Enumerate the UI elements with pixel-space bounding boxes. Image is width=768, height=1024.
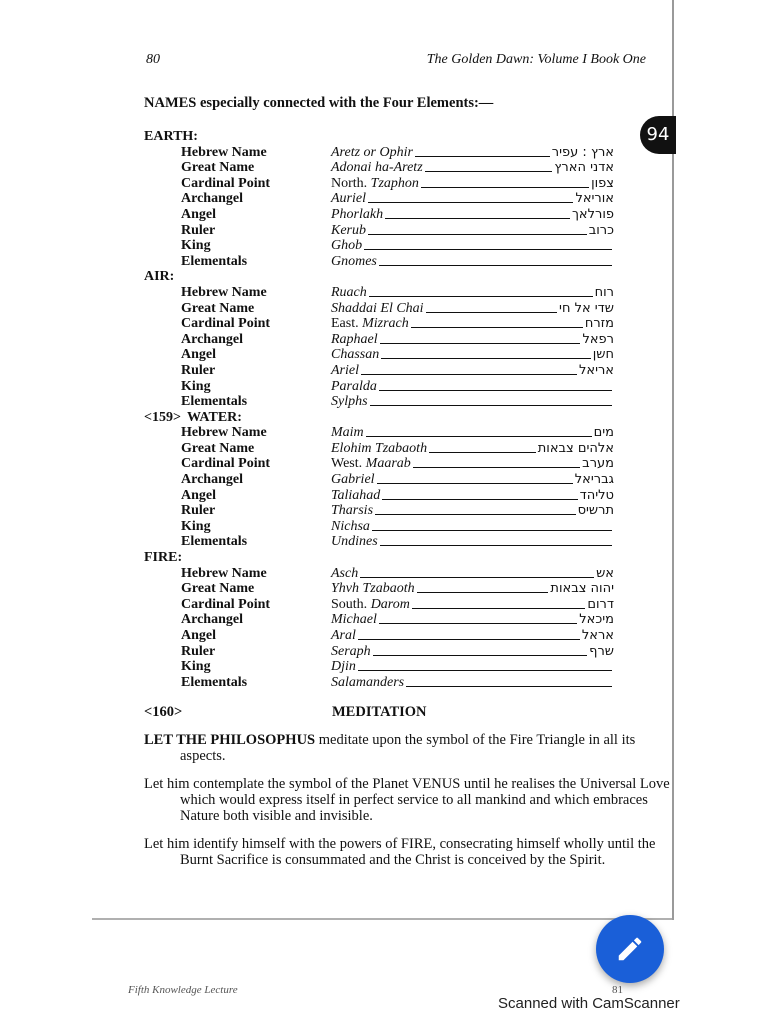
elements-table (144, 129, 614, 690)
value-text: Elohim Tzabaoth (331, 440, 428, 456)
row-value (331, 659, 356, 675)
section-title: FIRE: (144, 550, 183, 566)
hebrew-text: אש (596, 565, 614, 581)
hebrew-text: טליהד (579, 487, 614, 503)
value-text: Sylphs (331, 394, 368, 410)
leader-line (425, 160, 553, 172)
element-row (144, 581, 614, 597)
row-label: King (181, 378, 211, 394)
leader-line (417, 581, 549, 593)
hebrew-text: יהוה צבאות (550, 581, 614, 597)
leader-line (379, 379, 612, 391)
next-page-footer-number: 81 (612, 984, 623, 996)
row-label: Cardinal Point (181, 596, 271, 612)
hebrew-text: מערב (582, 456, 614, 472)
row-label: Great Name (181, 440, 255, 456)
element-row (144, 425, 614, 441)
value-text: Seraph (331, 643, 371, 659)
element-row (144, 145, 614, 161)
value-text: Undines (331, 534, 378, 550)
element-row (144, 238, 614, 254)
leader-line (412, 597, 586, 609)
value-text: Gabriel (331, 472, 375, 488)
leader-line (358, 659, 612, 671)
row-label: Great Name (181, 300, 255, 316)
value-text: Paralda (331, 378, 377, 394)
section-title: EARTH: (144, 129, 198, 144)
element-row (144, 519, 614, 535)
hebrew-text: כרוב (588, 222, 614, 238)
row-value (331, 207, 383, 223)
row-value (331, 441, 427, 457)
philosophus-label: LET THE PHILOSOPHUS (144, 732, 316, 748)
hebrew-text: דרום (587, 596, 614, 612)
row-value (331, 363, 359, 379)
row-value (331, 581, 415, 597)
row-label: Great Name (181, 581, 255, 597)
value-text: Mizrach (362, 316, 409, 332)
row-value (331, 191, 366, 207)
row-label: Cardinal Point (181, 456, 271, 472)
leader-line (366, 425, 592, 437)
row-value (331, 534, 378, 550)
row-label: Elementals (181, 253, 248, 269)
hebrew-text: אריאל (578, 362, 614, 378)
row-label: King (181, 238, 211, 254)
meditation-paragraph-2: Let him contemplate the symbol of the Planet VENUS until he realises the Universal Love which would express itself in perfect service to all mankind and which embraces Nature both visible and invisible. (144, 776, 670, 824)
row-value (331, 503, 373, 519)
book-title: The Golden Dawn: Volume I Book One (426, 52, 646, 67)
running-header (146, 52, 646, 70)
leader-line (372, 519, 612, 531)
leader-line (368, 223, 587, 235)
hebrew-text: חשן (592, 347, 614, 363)
leader-line (421, 176, 589, 188)
element-row (144, 160, 614, 176)
row-value (331, 238, 362, 254)
section-heading (144, 410, 614, 426)
row-value (331, 488, 380, 504)
value-text: Djin (331, 659, 356, 675)
element-row (144, 503, 614, 519)
hebrew-text: מים (593, 425, 614, 441)
leader-line (406, 675, 612, 687)
row-label: Great Name (181, 160, 255, 176)
row-value (331, 597, 410, 613)
row-label: Elementals (181, 674, 248, 690)
value-text: Yhvh Tzabaoth (331, 581, 415, 597)
leader-line (413, 456, 580, 468)
row-value (331, 566, 358, 582)
value-text: Phorlakh (331, 206, 384, 222)
element-row (144, 316, 614, 332)
leader-line (380, 534, 612, 546)
value-text: Kerub (331, 222, 366, 238)
meditation-heading-row (144, 704, 644, 722)
element-row (144, 612, 614, 628)
page-count-badge[interactable]: 94 (640, 116, 676, 154)
value-text: Darom (370, 596, 410, 612)
leader-line (415, 145, 550, 157)
page-number: 80 (146, 52, 160, 67)
leader-line (358, 628, 580, 640)
element-row (144, 441, 614, 457)
intro-heading: NAMES especially connected with the Four Elements:— (144, 95, 494, 111)
row-value (331, 628, 356, 644)
element-row (144, 597, 614, 613)
section-page-ref: <159> (144, 409, 181, 425)
leader-line (360, 566, 594, 578)
leader-line (377, 472, 573, 484)
value-text: Ghob (331, 238, 363, 254)
hebrew-text: אדני הארץ (554, 160, 614, 176)
row-label: Hebrew Name (181, 425, 267, 441)
hebrew-text: תרשיס (577, 503, 614, 519)
row-label: Archangel (181, 331, 243, 347)
row-label: Ruler (181, 503, 216, 519)
hebrew-text: רוח (594, 284, 614, 300)
row-label: Cardinal Point (181, 316, 271, 332)
hebrew-text: צפון (591, 175, 614, 191)
value-text: Gnomes (331, 253, 377, 269)
row-label: Angel (181, 628, 216, 643)
camscanner-watermark: Scanned with CamScanner (498, 995, 680, 1012)
row-value (331, 176, 419, 192)
row-label: Elementals (181, 534, 248, 550)
row-value (331, 472, 375, 488)
hebrew-text: פורלאך (571, 206, 614, 222)
element-row (144, 223, 614, 239)
meditation-title: MEDITATION (332, 704, 427, 720)
hebrew-text: אלהים צבאות (537, 440, 614, 456)
section-heading (144, 550, 614, 566)
meditation-paragraph-1 (144, 732, 682, 764)
value-text: Tzaphon (370, 175, 419, 191)
meditation-paragraph-3: Let him identify himself with the powers of FIRE, consecrating himself wholly until the Burnt Sacrifice is consummated and the Christ is conceived by the Spirit. (144, 836, 656, 868)
section-title: WATER: (186, 409, 242, 425)
row-label: King (181, 659, 211, 675)
value-text: Adonai ha-Aretz (331, 160, 423, 176)
next-page-footer-text: Fifth Knowledge Lecture (128, 984, 238, 996)
row-value (331, 675, 404, 691)
value-text: Raphael (331, 331, 378, 347)
pencil-icon (615, 934, 645, 964)
section-title: AIR: (144, 269, 175, 285)
hebrew-text: ארץ : עפיר (551, 144, 614, 160)
hebrew-text: שרף (589, 643, 614, 659)
value-text: Chassan (331, 347, 380, 363)
value-text: Tharsis (331, 503, 374, 519)
paragraph-1-text: meditate upon the symbol of the Fire Triangle in all its aspects. (180, 732, 636, 764)
direction-prefix: North. (331, 175, 371, 191)
hebrew-text: מיכאל (579, 612, 614, 628)
edit-button[interactable] (596, 915, 664, 983)
value-text: Aretz or Ophir (331, 144, 413, 160)
row-value (331, 425, 364, 441)
row-value (331, 223, 366, 239)
element-row (144, 347, 614, 363)
leader-line (426, 301, 557, 313)
direction-prefix: East. (331, 316, 363, 332)
row-value (331, 254, 377, 270)
leader-line (368, 191, 573, 203)
leader-line (379, 254, 612, 266)
hebrew-text: גבריאל (574, 472, 614, 488)
value-text: Shaddai El Chai (331, 300, 424, 316)
row-label: Hebrew Name (181, 284, 267, 300)
row-label: King (181, 518, 211, 534)
element-row (144, 363, 614, 379)
row-label: Cardinal Point (181, 175, 271, 191)
value-text: Michael (331, 612, 377, 628)
row-value (331, 285, 367, 301)
row-value (331, 456, 411, 472)
leader-line (373, 644, 587, 656)
row-label: Ruler (181, 362, 216, 378)
element-row (144, 534, 614, 550)
row-value (331, 612, 377, 628)
section-heading (144, 129, 614, 145)
row-value (331, 316, 409, 332)
row-value (331, 379, 377, 395)
row-value (331, 394, 368, 410)
leader-line (382, 488, 577, 500)
leader-line (411, 316, 583, 328)
value-text: Nichsa (331, 518, 370, 534)
meditation-ref: <160> (144, 704, 183, 720)
row-label: Angel (181, 347, 216, 363)
element-row (144, 472, 614, 488)
value-text: Salamanders (331, 674, 405, 690)
value-text: Auriel (331, 191, 366, 207)
hebrew-text: אוריאל (575, 191, 614, 207)
leader-line (380, 332, 581, 344)
leader-line (429, 441, 536, 453)
hebrew-text: רפאל (582, 331, 614, 347)
row-value (331, 332, 378, 348)
element-row (144, 675, 614, 691)
leader-line (364, 238, 612, 250)
value-text: Ruach (331, 284, 367, 300)
row-label: Hebrew Name (181, 565, 267, 581)
value-text: Asch (331, 565, 359, 581)
row-value (331, 519, 370, 535)
value-text: Ariel (331, 362, 359, 378)
row-label: Angel (181, 206, 216, 222)
direction-prefix: West. (331, 456, 366, 472)
row-label: Angel (181, 487, 216, 503)
element-row (144, 566, 614, 582)
value-text: Maarab (365, 456, 411, 472)
row-value (331, 145, 413, 161)
element-row (144, 176, 614, 192)
row-label: Archangel (181, 191, 243, 207)
section-heading (144, 269, 614, 285)
row-label: Archangel (181, 612, 243, 628)
row-label: Ruler (181, 643, 216, 659)
element-row (144, 456, 614, 472)
hebrew-text: מזרח (584, 316, 614, 332)
row-value (331, 301, 424, 317)
leader-line (361, 363, 577, 375)
row-label: Archangel (181, 472, 243, 488)
row-value (331, 644, 371, 660)
element-row (144, 394, 614, 410)
leader-line (379, 612, 577, 624)
row-label: Hebrew Name (181, 144, 267, 160)
leader-line (385, 207, 570, 219)
value-text: Maim (331, 425, 364, 441)
element-row (144, 207, 614, 223)
element-row (144, 285, 614, 301)
element-row (144, 191, 614, 207)
hebrew-text: אראל (581, 628, 614, 643)
leader-line (370, 394, 612, 406)
element-row (144, 254, 614, 270)
element-row (144, 332, 614, 348)
element-row (144, 628, 614, 644)
row-label: Elementals (181, 394, 248, 410)
row-value (331, 347, 379, 363)
element-row (144, 488, 614, 504)
element-row (144, 659, 614, 675)
leader-line (375, 503, 576, 515)
element-row (144, 379, 614, 395)
row-label: Ruler (181, 222, 216, 238)
leader-line (381, 347, 591, 359)
row-value (331, 160, 423, 176)
leader-line (369, 285, 593, 297)
direction-prefix: South. (331, 596, 371, 612)
value-text: Aral (331, 628, 356, 643)
value-text: Taliahad (331, 487, 381, 503)
element-row (144, 644, 614, 660)
element-row (144, 301, 614, 317)
hebrew-text: שדי אל חי (559, 300, 614, 316)
page-edge (92, 918, 672, 920)
